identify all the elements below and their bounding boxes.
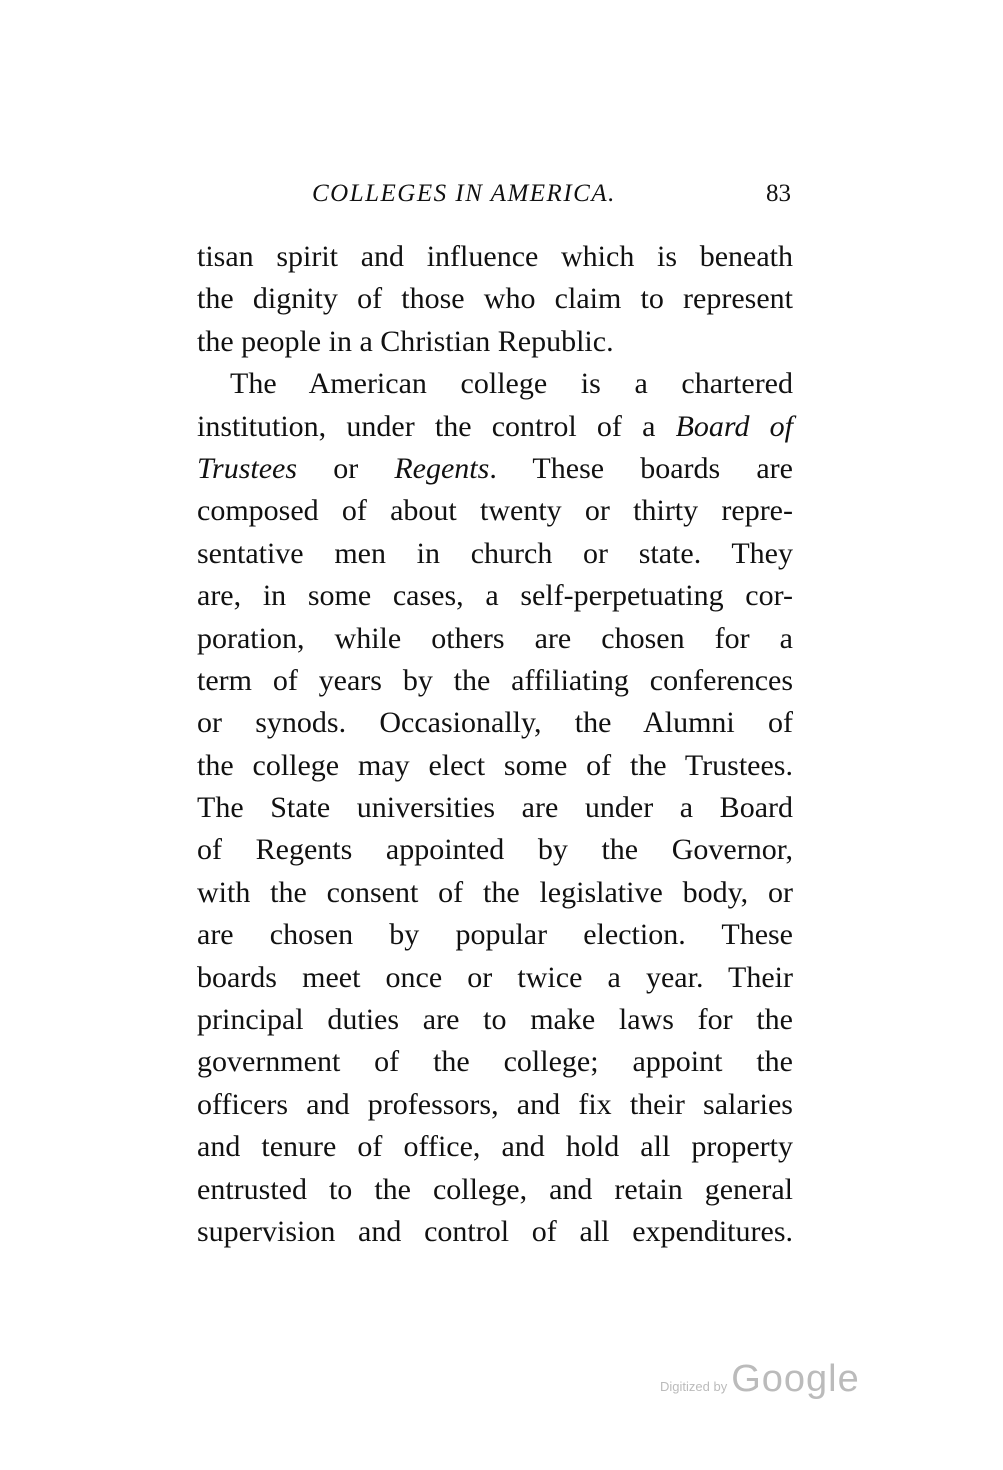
- text-line: [197, 745, 793, 787]
- text-segment: tisan spirit and influence which is beneath: [197, 240, 793, 273]
- text-segment: sentative men in church or state. They: [197, 536, 793, 570]
- text-segment: principal duties are to make laws for the: [197, 1003, 793, 1037]
- page-header: [197, 180, 793, 220]
- text-line: [197, 872, 793, 914]
- italic-text: Regents: [394, 451, 490, 485]
- digitized-by-google-watermark: [660, 1358, 860, 1401]
- watermark-prefix: Digitized by: [660, 1379, 728, 1394]
- text-line: [197, 1041, 793, 1083]
- text-line: [197, 914, 793, 956]
- text-line: [197, 363, 793, 405]
- text-segment: government of the college; appoint the: [197, 1045, 793, 1079]
- text-segment: supervision and control of all expenditures.: [197, 1214, 793, 1248]
- text-line: [197, 660, 793, 702]
- text-line: [197, 1211, 793, 1253]
- text-segment: are chosen by popular election. These: [197, 918, 793, 952]
- text-segment: or synods. Occasionally, the Alumni of: [197, 706, 793, 740]
- text-line: [197, 406, 793, 448]
- text-segment: the people in a Christian Republic.: [197, 324, 614, 358]
- text-line: [197, 236, 793, 278]
- text-segment: or: [297, 451, 395, 485]
- text-segment: boards meet once or twice a year. Their: [197, 960, 793, 994]
- text-segment: composed of about twenty or thirty repre-: [197, 494, 793, 528]
- italic-text: Board of: [675, 409, 793, 443]
- text-line: [197, 490, 793, 532]
- running-title: COLLEGES IN AMERICA.: [312, 180, 616, 207]
- text-segment: with the consent of the legislative body, or: [197, 875, 793, 909]
- text-line: [197, 1126, 793, 1168]
- text-segment: institution, under the control of a: [197, 409, 676, 443]
- text-line: [197, 575, 793, 617]
- text-segment: the dignity of those who claim to represent: [197, 282, 793, 316]
- text-segment: officers and professors, and fix their salaries: [197, 1087, 793, 1121]
- text-line: [197, 787, 793, 829]
- text-segment: of Regents appointed by the Governor,: [197, 833, 793, 867]
- text-segment: The State universities are under a Board: [197, 791, 793, 825]
- text-line: [197, 1084, 793, 1126]
- text-segment: poration, while others are chosen for a: [197, 621, 793, 655]
- watermark-brand: Google: [731, 1358, 860, 1400]
- text-segment: are, in some cases, a self-perpetuating cor-: [197, 579, 793, 613]
- text-segment: term of years by the affiliating conferences: [197, 663, 793, 697]
- text-segment: the college may elect some of the Trustees.: [197, 748, 793, 782]
- text-line: [197, 448, 793, 490]
- text-segment: entrusted to the college, and retain general: [197, 1172, 793, 1206]
- text-line: [197, 618, 793, 660]
- page-number: 83: [766, 180, 791, 207]
- text-segment: and tenure of office, and hold all property: [197, 1130, 793, 1164]
- text-line: [197, 321, 793, 363]
- text-segment: . These boards are: [489, 451, 793, 485]
- text-line: [197, 957, 793, 999]
- text-line: [197, 1169, 793, 1211]
- text-line: [197, 702, 793, 744]
- text-line: [197, 533, 793, 575]
- text-segment: The American college is a chartered: [230, 367, 793, 401]
- body-text: [197, 236, 793, 1253]
- text-line: [197, 278, 793, 320]
- text-line: [197, 999, 793, 1041]
- text-line: [197, 829, 793, 871]
- italic-text: Trustees: [197, 451, 298, 485]
